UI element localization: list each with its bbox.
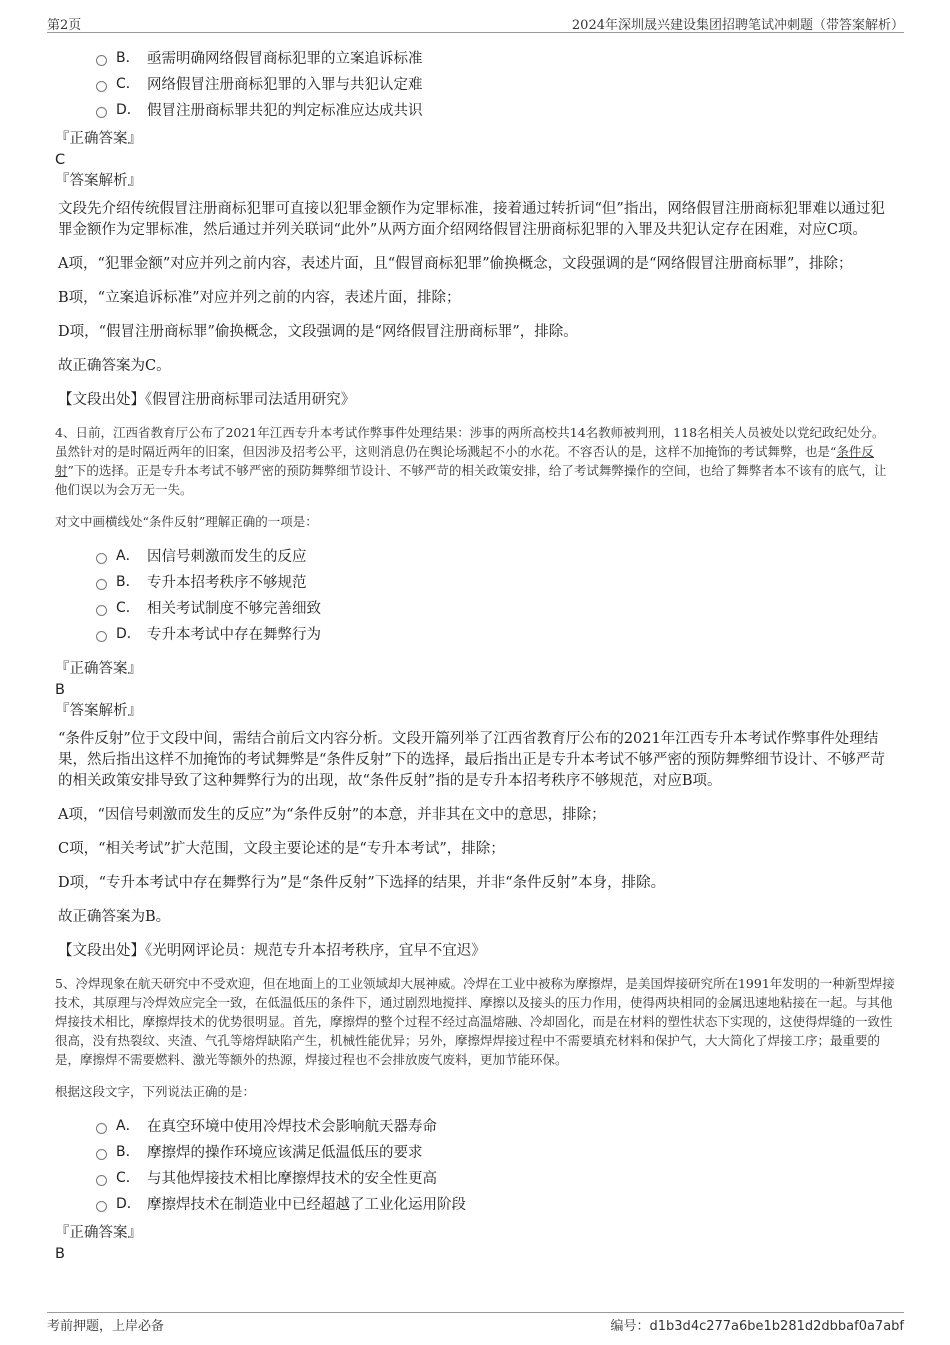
option-letter: C． <box>116 600 140 616</box>
page-footer <box>47 1312 904 1333</box>
q3-option-c[interactable] <box>55 70 897 96</box>
analysis-label: 『答案解析』 <box>55 703 142 719</box>
radio-icon[interactable] <box>96 605 107 616</box>
q3-option-b[interactable] <box>55 44 897 70</box>
radio-icon[interactable] <box>96 631 107 642</box>
option-text: 在真空环境中使用冷焊技术会影响航天器寿命 <box>147 1118 437 1135</box>
passage-text: 4、日前，江西省教育厅公布了2021年江西专升本考试作弊事件处理结果：涉事的两所高校共14名教师被判刑，118名相关人员被处以党纪政纪处分。虽然针对的是时隔近两年的旧案，但因涉及招考公平，这则消息仍在舆论场溅起不小的水花。不容否认的是，这样不加掩饰的考试舞弊，也是“ <box>55 425 885 459</box>
option-text: 相关考试制度不够完善细致 <box>147 600 321 617</box>
passage-text: ”下的选择。正是专升本考试不够严密的预防舞弊细节设计、不够严苛的相关政策安排，给了考试舞弊操作的空间，也给了舞弊者本不该有的底气，让他们误以为会万无一失。 <box>55 463 887 497</box>
option-text: 因信号刺激而发生的反应 <box>147 548 307 565</box>
option-letter: B． <box>116 50 140 66</box>
analysis-paragraph: “条件反射”位于文段中间，需结合前后文内容分析。文段开篇列举了江西省教育厅公布的2021年江西专升本考试作弊事件处理结果，然后指出这样不加掩饰的考试舞弊是“条件反射”下的选择，最后指出正是专升本考试不够严密的预防舞弊细节设计、不够严苛的相关政策安排导致了这种舞弊行为的出现，故“条件反射”指的是专升本招考秩序不够规范，对应B项。 <box>58 731 885 789</box>
answer-value: B <box>55 1246 65 1262</box>
option-letter: D． <box>116 626 141 642</box>
analysis-label: 『答案解析』 <box>55 173 142 189</box>
q4-option-a[interactable] <box>55 542 897 568</box>
answer-label: 『正确答案』 <box>55 1225 142 1241</box>
q5-passage: 5、冷焊现象在航天研究中不受欢迎，但在地面上的工业领域却大展神威。冷焊在工业中被称为摩擦焊，是美国焊接研究所在1991年发明的一种新型焊接技术，其原理与冷焊效应完全一致，在低温低压的条件下，通过剧烈地搅拌、摩擦以及接头的压力作用，使得两块相同的金属迅速地粘接在一起。与其他焊接技术相比，摩擦焊技术的优势很明显。首先，摩擦焊的整个过程不经过高温熔融、冷却固化，而是在材料的塑性状态下实现的，这使得焊缝的一致性很高，没有热裂纹、夹渣、气孔等熔焊缺陷产生，机械性能优异；另外，摩擦焊焊接过程中不需要填充材料和保护气，大大简化了焊接工序；最重要的是，摩擦焊不需要燃料、激光等额外的热源，焊接过程也不会排放废气废料，更加节能环保。 <box>55 976 895 1067</box>
option-letter: C． <box>116 1170 140 1186</box>
answer-value: C <box>55 152 66 168</box>
q4-option-b[interactable] <box>55 568 897 594</box>
radio-icon[interactable] <box>96 1201 107 1212</box>
answer-value: B <box>55 682 65 698</box>
page-header <box>47 10 904 33</box>
analysis-conclusion: 故正确答案为C。 <box>58 358 171 374</box>
radio-icon[interactable] <box>96 579 107 590</box>
option-text: 摩擦焊的操作环境应该满足低温低压的要求 <box>147 1144 423 1161</box>
option-text: 亟需明确网络假冒商标犯罪的立案追诉标准 <box>147 50 423 67</box>
q4-options <box>55 542 897 646</box>
radio-icon[interactable] <box>96 81 107 92</box>
q3-option-d[interactable] <box>55 96 897 122</box>
q3-options <box>55 44 897 122</box>
analysis-conclusion: 故正确答案为B。 <box>58 909 171 925</box>
analysis-paragraph: C项，“相关考试”扩大范围，文段主要论述的是“专升本考试”，排除； <box>58 841 505 857</box>
option-text: 假冒注册商标罪共犯的判定标准应达成共识 <box>147 102 423 119</box>
answer-label: 『正确答案』 <box>55 131 142 147</box>
q4-passage <box>55 423 897 499</box>
q4-question: 对文中画横线处“条件反射”理解正确的一项是： <box>55 514 318 529</box>
option-text: 摩擦焊技术在制造业中已经超越了工业化运用阶段 <box>147 1196 466 1213</box>
radio-icon[interactable] <box>96 107 107 118</box>
analysis-paragraph: A项，“因信号刺激而发生的反应”为“条件反射”的本意，并非其在文中的意思，排除； <box>58 807 606 823</box>
option-letter: D． <box>116 102 141 118</box>
code-value: d1b3d4c277a6be1b281d2dbbaf0a7abf <box>649 1319 904 1334</box>
option-letter: A． <box>116 548 140 564</box>
analysis-paragraph: A项，“犯罪金额”对应并列之前内容，表述片面，且“假冒商标犯罪”偷换概念，文段强调的是“网络假冒注册商标罪”，排除； <box>58 256 853 272</box>
option-letter: D． <box>116 1196 141 1212</box>
option-text: 专升本考试中存在舞弊行为 <box>147 626 321 643</box>
q4-option-c[interactable] <box>55 594 897 620</box>
option-letter: C． <box>116 76 140 92</box>
radio-icon[interactable] <box>96 1149 107 1160</box>
source-citation: 【文段出处】《光明网评论员：规范专升本招考秩序，宜早不宜迟》 <box>58 943 486 959</box>
analysis-paragraph: B项，“立案追诉标准”对应并列之前的内容，表述片面，排除； <box>58 290 461 306</box>
underlined-phrase: 条件反射 <box>55 444 874 478</box>
answer-label: 『正确答案』 <box>55 661 142 677</box>
document-code <box>611 1315 905 1334</box>
q5-question: 根据这段文字，下列说法正确的是： <box>55 1084 256 1099</box>
code-label: 编号： <box>610 1319 650 1334</box>
option-text: 网络假冒注册商标犯罪的入罪与共犯认定难 <box>147 76 423 93</box>
page-number: 第2页 <box>47 18 82 33</box>
page-content <box>55 44 897 1264</box>
radio-icon[interactable] <box>96 55 107 66</box>
q5-option-a[interactable] <box>55 1112 897 1138</box>
source-citation: 【文段出处】《假冒注册商标罪司法适用研究》 <box>58 392 356 408</box>
q4-option-d[interactable] <box>55 620 897 646</box>
option-text: 与其他焊接技术相比摩擦焊技术的安全性更高 <box>147 1170 437 1187</box>
analysis-paragraph: 文段先介绍传统假冒注册商标犯罪可直接以犯罪金额作为定罪标准，接着通过转折词“但”指出，网络假冒注册商标犯罪难以通过犯罪金额作为定罪标准，然后通过并列关联词“此外”从两方面介绍网络假冒注册商标犯罪的入罪及共犯认定存在困难，对应C项。 <box>58 201 885 238</box>
option-letter: B． <box>116 574 140 590</box>
radio-icon[interactable] <box>96 1175 107 1186</box>
footer-slogan: 考前押题，上岸必备 <box>47 1319 165 1334</box>
radio-icon[interactable] <box>96 553 107 564</box>
radio-icon[interactable] <box>96 1123 107 1134</box>
q5-options <box>55 1112 897 1216</box>
q5-option-c[interactable] <box>55 1164 897 1190</box>
analysis-paragraph: D项，“专升本考试中存在舞弊行为”是“条件反射”下选择的结果，并非“条件反射”本身，排除。 <box>58 875 666 891</box>
option-letter: B． <box>116 1144 140 1160</box>
analysis-paragraph: D项，“假冒注册商标罪”偷换概念，文段强调的是“网络假冒注册商标罪”，排除。 <box>58 324 578 340</box>
option-text: 专升本招考秩序不够规范 <box>147 574 307 591</box>
q5-option-b[interactable] <box>55 1138 897 1164</box>
q5-option-d[interactable] <box>55 1190 897 1216</box>
option-letter: A． <box>116 1118 140 1134</box>
document-title: 2024年深圳晟兴建设集团招聘笔试冲刺题（带答案解析） <box>571 18 904 33</box>
